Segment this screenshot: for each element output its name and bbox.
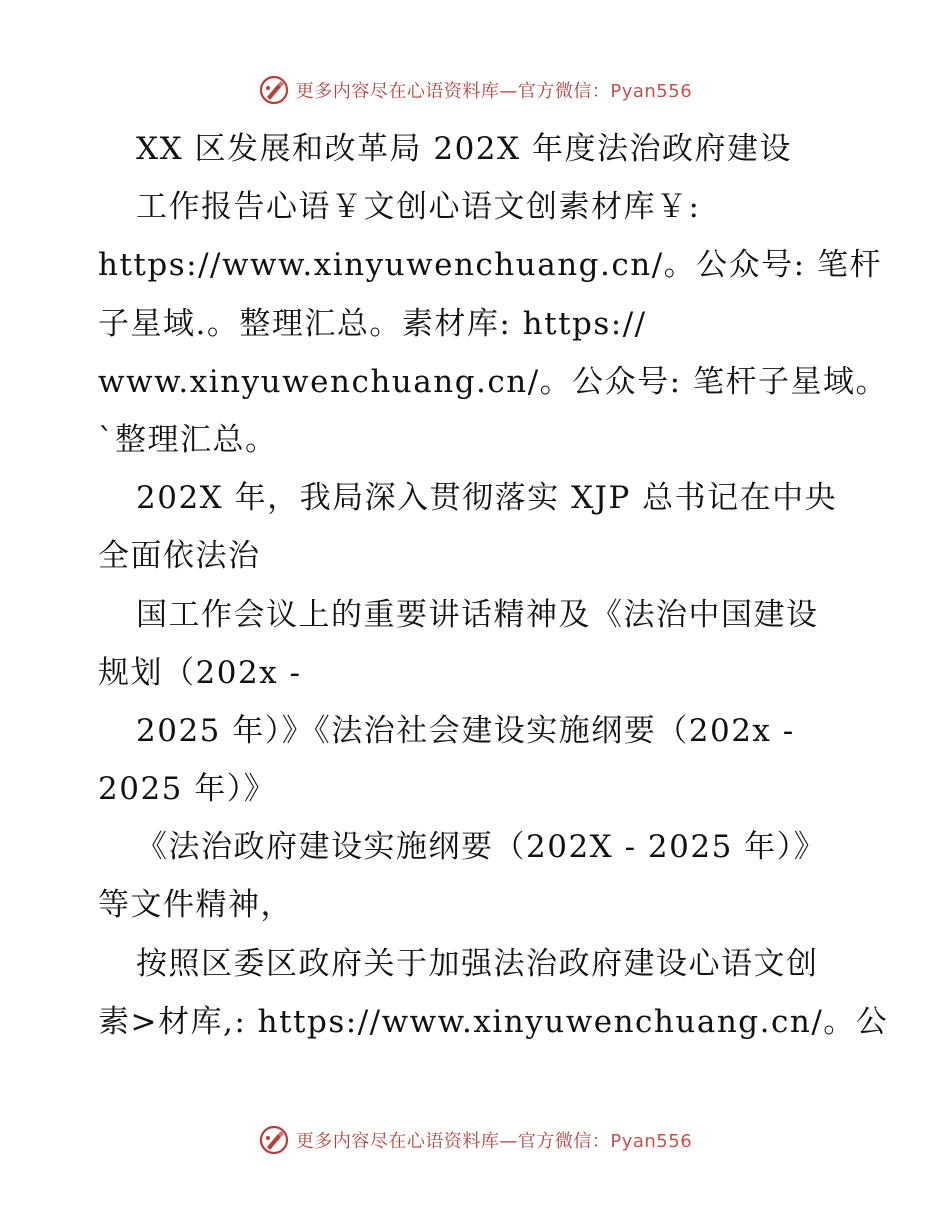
document-body	[98, 120, 889, 1051]
pen-logo-icon	[258, 74, 290, 106]
body-line: 按照区委区政府关于加强法治政府建设心语文创	[136, 945, 819, 982]
body-line: 《法治政府建设实施纲要（202X - 2025 年）》	[136, 829, 827, 866]
body-line: 素>材库,: https://www.xinyuwenchuang.cn/。公	[98, 1003, 889, 1040]
wechat-id: Pyan556	[610, 1131, 693, 1152]
body-line: 2025 年）》	[98, 771, 277, 808]
footer-banner	[0, 1120, 950, 1160]
body-line: 国工作会议上的重要讲话精神及《法治中国建设	[136, 596, 819, 633]
body-line: 工作报告心语￥文创心语文创素材库￥:	[136, 189, 701, 226]
body-line: XX 区发展和改革局 202X 年度法治政府建设	[136, 131, 792, 167]
banner-text	[296, 1127, 692, 1153]
body-line: 全面依法治	[98, 538, 261, 575]
body-line: 子星域.。整理汇总。素材库: https://	[98, 305, 647, 342]
wechat-id: Pyan556	[610, 81, 693, 102]
banner-label: 更多内容尽在心语资料库—官方微信：	[295, 81, 611, 102]
body-line: 2025 年）》《法治社会建设实施纲要（202x -	[136, 712, 795, 749]
header-banner	[0, 70, 950, 110]
body-line: https://www.xinyuwenchuang.cn/。公众号: 笔杆	[98, 247, 882, 284]
body-line: www.xinyuwenchuang.cn/。公众号: 笔杆子星域。	[98, 363, 888, 400]
pen-logo-icon	[258, 1124, 290, 1156]
body-line: 规划（202x -	[98, 654, 302, 691]
banner-label: 更多内容尽在心语资料库—官方微信：	[295, 1131, 611, 1152]
body-line: 202X 年，我局深入贯彻落实 XJP 总书记在中央	[136, 480, 838, 517]
body-line: 等文件精神，	[98, 887, 293, 924]
body-line: `整理汇总。	[98, 421, 278, 458]
banner-text	[296, 77, 692, 103]
